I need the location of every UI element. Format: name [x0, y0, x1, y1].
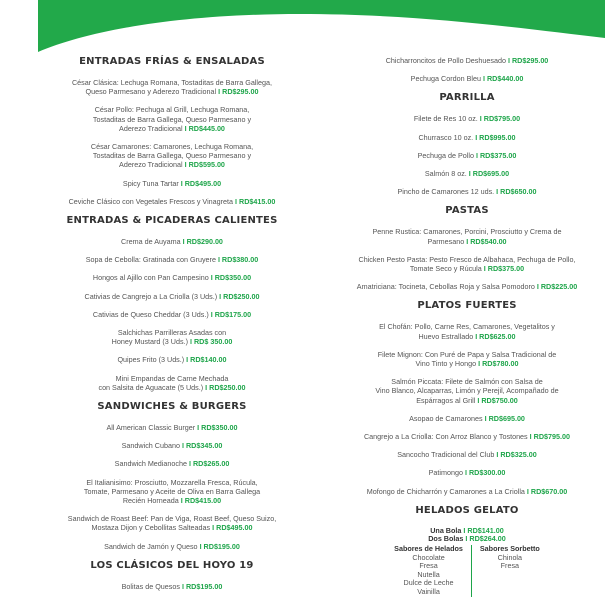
flavor: Fresa — [500, 561, 520, 571]
right-column — [338, 56, 596, 597]
item-description: El Italianisimo: Prosciutto, Mozzarella Fresca, Rúcula, Tomate, Parmesano y Aceite de Oliva en Barra Gallega Recién Horneada — [83, 477, 261, 506]
menu-item — [338, 377, 596, 405]
menu-item — [6, 255, 338, 264]
item-description: Mini Empandas de Carne Mechada con Salsita de Aguacate (5 Uds.) — [98, 373, 229, 392]
item-description: César Camarones: Camarones, Lechuga Romana, Tostaditas de Barra Gallega, Queso Parmesano y Aderezo Tradicional — [90, 142, 254, 170]
menu-item — [6, 423, 338, 432]
item-description: Penne Rustica: Camarones, Porcini, Prosciutto y Crema de Parmesano — [372, 227, 562, 246]
item-description: Sandwich de Jamón y Queso — [104, 541, 200, 551]
menu-item — [338, 187, 596, 196]
item-price: I RD$795.00 — [529, 432, 571, 442]
section-title: LOS CLÁSICOS DEL HOYO 19 — [90, 559, 254, 571]
menu-item — [6, 292, 338, 301]
item-price: I RD$650.00 — [496, 187, 537, 197]
item-description: César Clásica: Lechuga Romana, Tostaditas de Barra Gallega, Queso Parmesano y Aderezo Tradicional — [71, 78, 273, 97]
item-description: Mofongo de Chicharrón y Camarones a La Criolla — [366, 486, 527, 496]
menu-item — [338, 468, 596, 477]
flavors-sorbetto-title: Sabores Sorbetto — [479, 544, 540, 554]
flavor: Dulce de Leche — [403, 578, 454, 588]
item-price: I RD$415.00 — [180, 496, 222, 506]
item-description: El Chofán: Pollo, Carne Res, Camarones, Vegetalitos y Huevo Estrallado — [379, 322, 555, 341]
item-price: I RD$140.00 — [186, 355, 227, 365]
menu-item — [6, 105, 338, 133]
helado-size — [338, 535, 596, 544]
menu-item — [338, 432, 596, 441]
menu-item — [338, 114, 596, 123]
menu-item — [338, 450, 596, 459]
item-description: Cativias de Cangrejo a La Criolla (3 Uds.) — [84, 291, 220, 301]
menu-item — [6, 478, 338, 506]
item-price: I RD$595.00 — [184, 160, 225, 170]
menu-item — [6, 197, 338, 206]
item-description: Filete Mignon: Con Puré de Papa y Salsa Tradicional de Vino Tinto y Hongo — [377, 349, 557, 369]
item-price: I RD$325.00 — [496, 450, 537, 460]
menu-item — [6, 273, 338, 282]
item-description: Ceviche Clásico con Vegetales Frescos y Vinagreta — [68, 196, 236, 206]
size-label: Dos Bolas — [428, 534, 466, 544]
item-price: I RD$350.00 — [210, 273, 252, 283]
section-title: ENTRADAS & PICADERAS CALIENTES — [66, 215, 278, 227]
item-price: I RD$445.00 — [184, 123, 225, 133]
size-price: I RD$141.00 — [463, 525, 504, 535]
item-price: I RD$540.00 — [466, 236, 507, 246]
size-price: I RD$264.00 — [465, 534, 506, 544]
item-description: Churrasco 10 oz. — [418, 132, 476, 142]
section-title: PARRILLA — [439, 92, 495, 104]
menu-item — [6, 328, 338, 346]
item-price: I RD$495.00 — [180, 178, 222, 188]
item-price: I RD$670.00 — [526, 486, 568, 496]
item-description: Patimongo — [428, 468, 465, 478]
item-description: Pechuga de Pollo — [417, 150, 476, 160]
item-description: Asopao de Camarones — [409, 413, 485, 423]
item-description: Crema de Auyama — [121, 237, 183, 247]
item-price: I RD$250.00 — [205, 382, 246, 392]
item-price: I RD$195.00 — [199, 541, 240, 551]
menu-item — [338, 151, 596, 160]
item-price: I RD$350.00 — [197, 423, 238, 433]
item-price: I RD$250.00 — [219, 291, 260, 301]
menu-item — [6, 355, 338, 364]
flavors-helados — [386, 545, 472, 597]
item-description: Quipes Frito (3 Uds.) — [117, 355, 187, 365]
item-price: I RD$375.00 — [483, 264, 525, 274]
menu-item — [6, 514, 338, 532]
menu-item — [6, 78, 338, 96]
item-description: Pincho de Camarones 12 uds. — [397, 187, 497, 197]
item-description: Amatriciana: Tocineta, Cebollas Roja y Salsa Pomodoro — [356, 282, 537, 292]
menu-item — [6, 582, 338, 591]
menu-item — [6, 374, 338, 392]
menu-item — [6, 310, 338, 319]
item-price: I RD$225.00 — [536, 282, 578, 292]
menu-item — [6, 459, 338, 468]
item-price: I RD$345.00 — [181, 441, 223, 451]
item-description: Sandwich de Roast Beef: Pan de Viga, Roast Beef, Queso Suizo, Mostaza Dijon y Cebollitas Salteadas — [67, 514, 277, 533]
menu-item — [338, 322, 596, 340]
item-price: I RD$440.00 — [482, 74, 524, 84]
menu-item — [338, 487, 596, 496]
flavors-sorbetto — [472, 545, 548, 597]
item-description: Pechuga Cordon Bleu — [410, 74, 483, 84]
section-title: ENTRADAS FRÍAS & ENSALADAS — [79, 56, 265, 67]
item-price: I RD$795.00 — [479, 114, 521, 124]
flavors-helados-title: Sabores de Helados — [394, 544, 463, 554]
flavor: Chinola — [497, 552, 523, 562]
item-description: Chicharroncitos de Pollo Deshuesado — [385, 56, 508, 65]
item-price: I RD$175.00 — [210, 309, 252, 319]
left-column — [6, 56, 338, 600]
menu-item — [338, 282, 596, 291]
section-title: HELADOS GELATO — [415, 504, 519, 516]
item-price: I RD$495.00 — [212, 523, 253, 533]
item-price: I RD$ 350.00 — [189, 337, 233, 347]
item-description: Spicy Tuna Tartar — [122, 178, 181, 188]
item-description: Sandwich Medianoche — [114, 459, 189, 469]
flavor: Nutella — [417, 569, 440, 579]
menu-item — [338, 169, 596, 178]
item-price: I RD$195.00 — [181, 581, 223, 591]
menu-item — [6, 237, 338, 246]
menu-item — [6, 142, 338, 170]
item-description: Hongos al Ajillo con Pan Campesino — [92, 273, 211, 283]
item-description: Filete de Res 10 oz. — [413, 114, 480, 124]
menu-item — [338, 74, 596, 83]
item-price: I RD$995.00 — [475, 132, 516, 142]
menu-item — [338, 133, 596, 142]
item-price: I RD$265.00 — [188, 459, 230, 469]
item-price: I RD$300.00 — [465, 468, 506, 478]
item-price: I RD$375.00 — [475, 150, 517, 160]
flavor: Chocolate — [412, 552, 445, 562]
size-label: Una Bola — [430, 525, 464, 535]
item-price: I RD$295.00 — [218, 87, 259, 97]
item-description: Salmón Piccata: Filete de Salmón con Salsa de Vino Blanco, Alcaparras, Limón y Perejil, Acompañado de Espárragos al Grill — [375, 377, 559, 405]
menu-item — [6, 441, 338, 450]
menu-item — [6, 179, 338, 188]
menu-item — [338, 414, 596, 423]
item-price: I RD$380.00 — [217, 255, 259, 265]
item-description: All American Classic Burger — [106, 423, 198, 433]
item-description: Sandwich Cubano — [121, 441, 182, 451]
menu-item — [338, 227, 596, 245]
menu-item — [338, 56, 596, 65]
item-price: I RD$695.00 — [468, 169, 510, 179]
section-title: SANDWICHES & BURGERS — [97, 401, 247, 413]
flavors-table — [338, 545, 596, 597]
item-price: I RD$290.00 — [182, 237, 223, 247]
item-price: I RD$780.00 — [478, 359, 519, 369]
section-title: PLATOS FUERTES — [417, 300, 517, 312]
item-description: Sopa de Cebolla: Gratinada con Gruyere — [85, 255, 218, 265]
flavor: Fresa — [419, 561, 438, 571]
item-price: I RD$625.00 — [475, 331, 516, 341]
item-price: I RD$695.00 — [484, 413, 525, 423]
item-description: Salmón 8 oz. — [424, 169, 469, 179]
item-description: Cativias de Queso Cheddar (3 Uds.) — [92, 309, 211, 319]
item-description: Salchichas Parrilleras Asadas con Honey Mustard (3 Uds.) — [111, 328, 227, 347]
item-description: Sancocho Tradicional del Club — [397, 450, 497, 460]
item-price: I RD$415.00 — [235, 196, 276, 206]
item-description: Bolitas de Quesos — [121, 581, 182, 591]
item-description: Cangrejo a La Criolla: Con Arroz Blanco y Tostones — [363, 432, 530, 442]
flavor: Vainilla — [417, 587, 440, 597]
item-description: Chicken Pesto Pasta: Pesto Fresco de Albahaca, Pechuga de Pollo, Tomate Seco y Rúcula — [358, 254, 576, 274]
menu-item — [6, 542, 338, 551]
section-title: PASTAS — [445, 205, 489, 217]
item-price: I RD$295.00 — [507, 56, 549, 65]
menu-item — [338, 350, 596, 368]
menu-item — [338, 255, 596, 273]
item-price: I RD$750.00 — [477, 395, 518, 405]
item-description: César Pollo: Pechuga al Grill, Lechuga Romana, Tostaditas de Barra Gallega, Queso Parmesano y Aderezo Tradicional — [92, 105, 252, 133]
